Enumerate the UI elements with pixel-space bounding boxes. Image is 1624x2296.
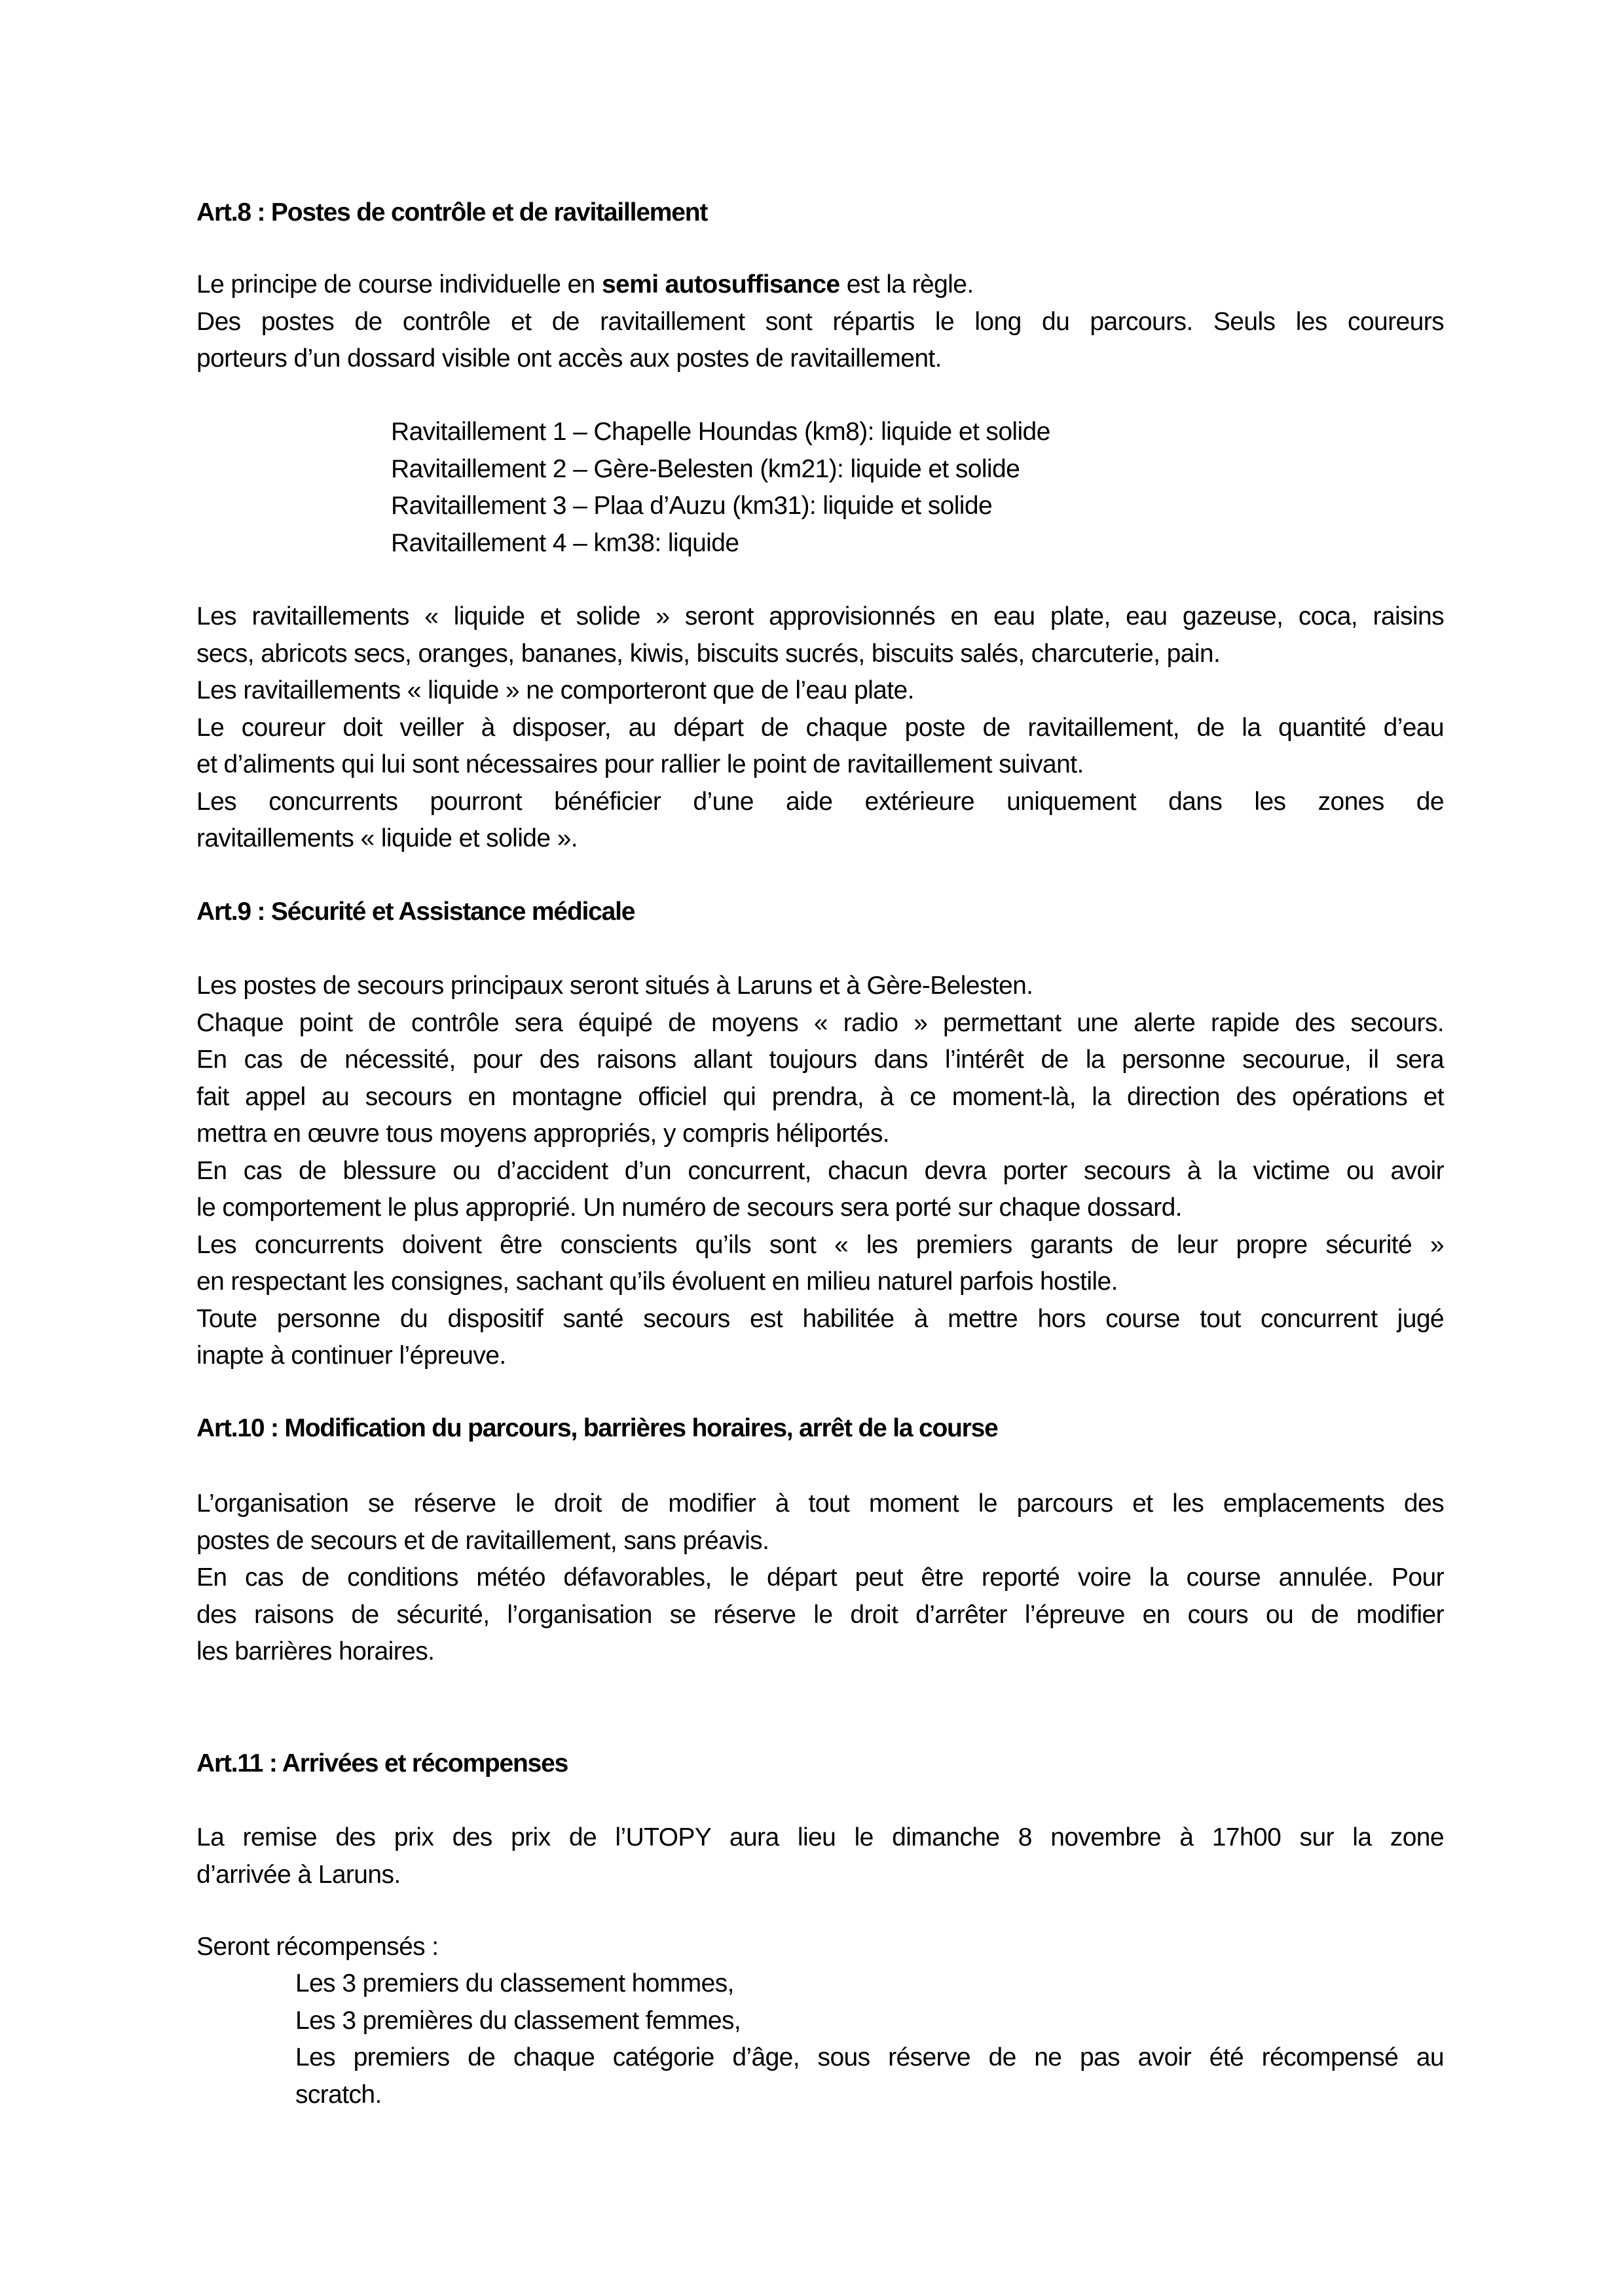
body-line: Les concurrents doivent être conscients qu’ils sont « les premiers garants de leur propre sécurité »: [196, 1230, 1444, 1259]
body-line: Les postes de secours principaux seront situés à Laruns et à Gère-Belesten.: [196, 972, 1033, 1000]
body-line: Les ravitaillements « liquide » ne comporteront que de l’eau plate.: [196, 676, 914, 704]
body-line: ravitaillements « liquide et solide ».: [196, 824, 578, 852]
ravitaillement-list: [391, 414, 1308, 562]
body-line: La remise des prix des prix de l’UTOPY aura lieu le dimanche 8 novembre à 17h00 sur la zone: [196, 1823, 1444, 1851]
intro-line-1: [196, 266, 1444, 304]
body-line: en respectant les consignes, sachant qu’ils évoluent en milieu naturel parfois hostile.: [196, 1267, 1118, 1296]
rewards-intro: [196, 1929, 1444, 1966]
article-8-intro: [196, 266, 1444, 378]
article-11-heading: Art.11 : Arrivées et récompenses: [196, 1749, 568, 1777]
intro-line-3: porteurs d’un dossard visible ont accès aux postes de ravitaillement.: [196, 344, 942, 373]
body-line: fait appel au secours en montagne officiel qui prendra, à ce moment-là, la direction des opérations et: [196, 1082, 1444, 1111]
article-9: [196, 894, 1444, 931]
ravitaillement-item: Ravitaillement 1 – Chapelle Houndas (km8): liquide et solide: [391, 418, 1050, 446]
article-10-body: [196, 1485, 1444, 1671]
body-line: En cas de blessure ou d’accident d’un concurrent, chacun devra porter secours à la victime ou avoir: [196, 1156, 1444, 1185]
article-10: [196, 1410, 1444, 1448]
intro-text: est la règle.: [840, 270, 974, 299]
reward-item: scratch.: [295, 2080, 382, 2109]
body-line: Le coureur doit veiller à disposer, au départ de chaque poste de ravitaillement, de la quantité d’eau: [196, 713, 1444, 742]
article-11-body: [196, 1819, 1444, 1893]
ravitaillement-item: Ravitaillement 4 – km38: liquide: [391, 528, 739, 557]
body-line: des raisons de sécurité, l’organisation se réserve le droit d’arrêter l’épreuve en cours ou de modifier: [196, 1600, 1444, 1629]
article-8: [196, 194, 1444, 232]
ravitaillement-item: Ravitaillement 2 – Gère-Belesten (km21): liquide et solide: [391, 454, 1020, 483]
body-line: secs, abricots secs, oranges, bananes, kiwis, biscuits sucrés, biscuits salés, charcuterie, pain.: [196, 639, 1221, 668]
body-line: le comportement le plus approprié. Un numéro de secours sera porté sur chaque dossard.: [196, 1194, 1182, 1222]
article-8-heading: Art.8 : Postes de contrôle et de ravitaillement: [196, 198, 708, 227]
reward-item: Les 3 premières du classement femmes,: [295, 2006, 741, 2035]
reward-item: Les premiers de chaque catégorie d’âge, sous réserve de ne pas avoir été récompensé au: [295, 2043, 1444, 2071]
body-line: Les ravitaillements « liquide et solide » seront approvisionnés en eau plate, eau gazeuse, coca, raisins: [196, 602, 1444, 630]
body-line: mettra en œuvre tous moyens appropriés, y compris héliportés.: [196, 1120, 890, 1148]
body-line: postes de secours et de ravitaillement, sans préavis.: [196, 1526, 769, 1555]
article-9-body: [196, 968, 1444, 1375]
body-line: En cas de nécessité, pour des raisons allant toujours dans l’intérêt de la personne secourue, il sera: [196, 1046, 1444, 1074]
intro-text: Le principe de course individuelle en: [196, 270, 602, 299]
body-line: les barrières horaires.: [196, 1637, 435, 1666]
body-line: d’arrivée à Laruns.: [196, 1860, 401, 1889]
body-line: Les concurrents pourront bénéficier d’une aide extérieure uniquement dans les zones de: [196, 787, 1444, 816]
article-10-heading: Art.10 : Modification du parcours, barrières horaires, arrêt de la course: [196, 1414, 998, 1442]
body-line: Chaque point de contrôle sera équipé de moyens « radio » permettant une alerte rapide des secours.: [196, 1008, 1444, 1037]
article-11: [196, 1745, 1444, 1783]
intro-bold-text: semi autosuffisance: [601, 270, 840, 299]
reward-item: Les 3 premiers du classement hommes,: [295, 1969, 734, 1997]
intro-line-2: Des postes de contrôle et de ravitaillement sont répartis le long du parcours. Seuls les coureurs: [196, 307, 1444, 336]
article-9-heading: Art.9 : Sécurité et Assistance médicale: [196, 898, 635, 926]
ravitaillement-item: Ravitaillement 3 – Plaa d’Auzu (km31): liquide et solide: [391, 492, 993, 520]
body-line: En cas de conditions météo défavorables, le départ peut être reporté voire la course annulée. Pour: [196, 1563, 1444, 1592]
body-line: Toute personne du dispositif santé secours est habilitée à mettre hors course tout concurrent jugé: [196, 1304, 1444, 1333]
body-line: inapte à continuer l’épreuve.: [196, 1341, 506, 1370]
rewards-intro-text: Seront récompensés :: [196, 1933, 439, 1961]
rewards-list: [295, 1965, 1444, 2113]
body-line: L’organisation se réserve le droit de modifier à tout moment le parcours et les emplacements des: [196, 1489, 1444, 1518]
article-8-body: [196, 598, 1444, 858]
body-line: et d’aliments qui lui sont nécessaires pour rallier le point de ravitaillement suivant.: [196, 750, 1084, 778]
